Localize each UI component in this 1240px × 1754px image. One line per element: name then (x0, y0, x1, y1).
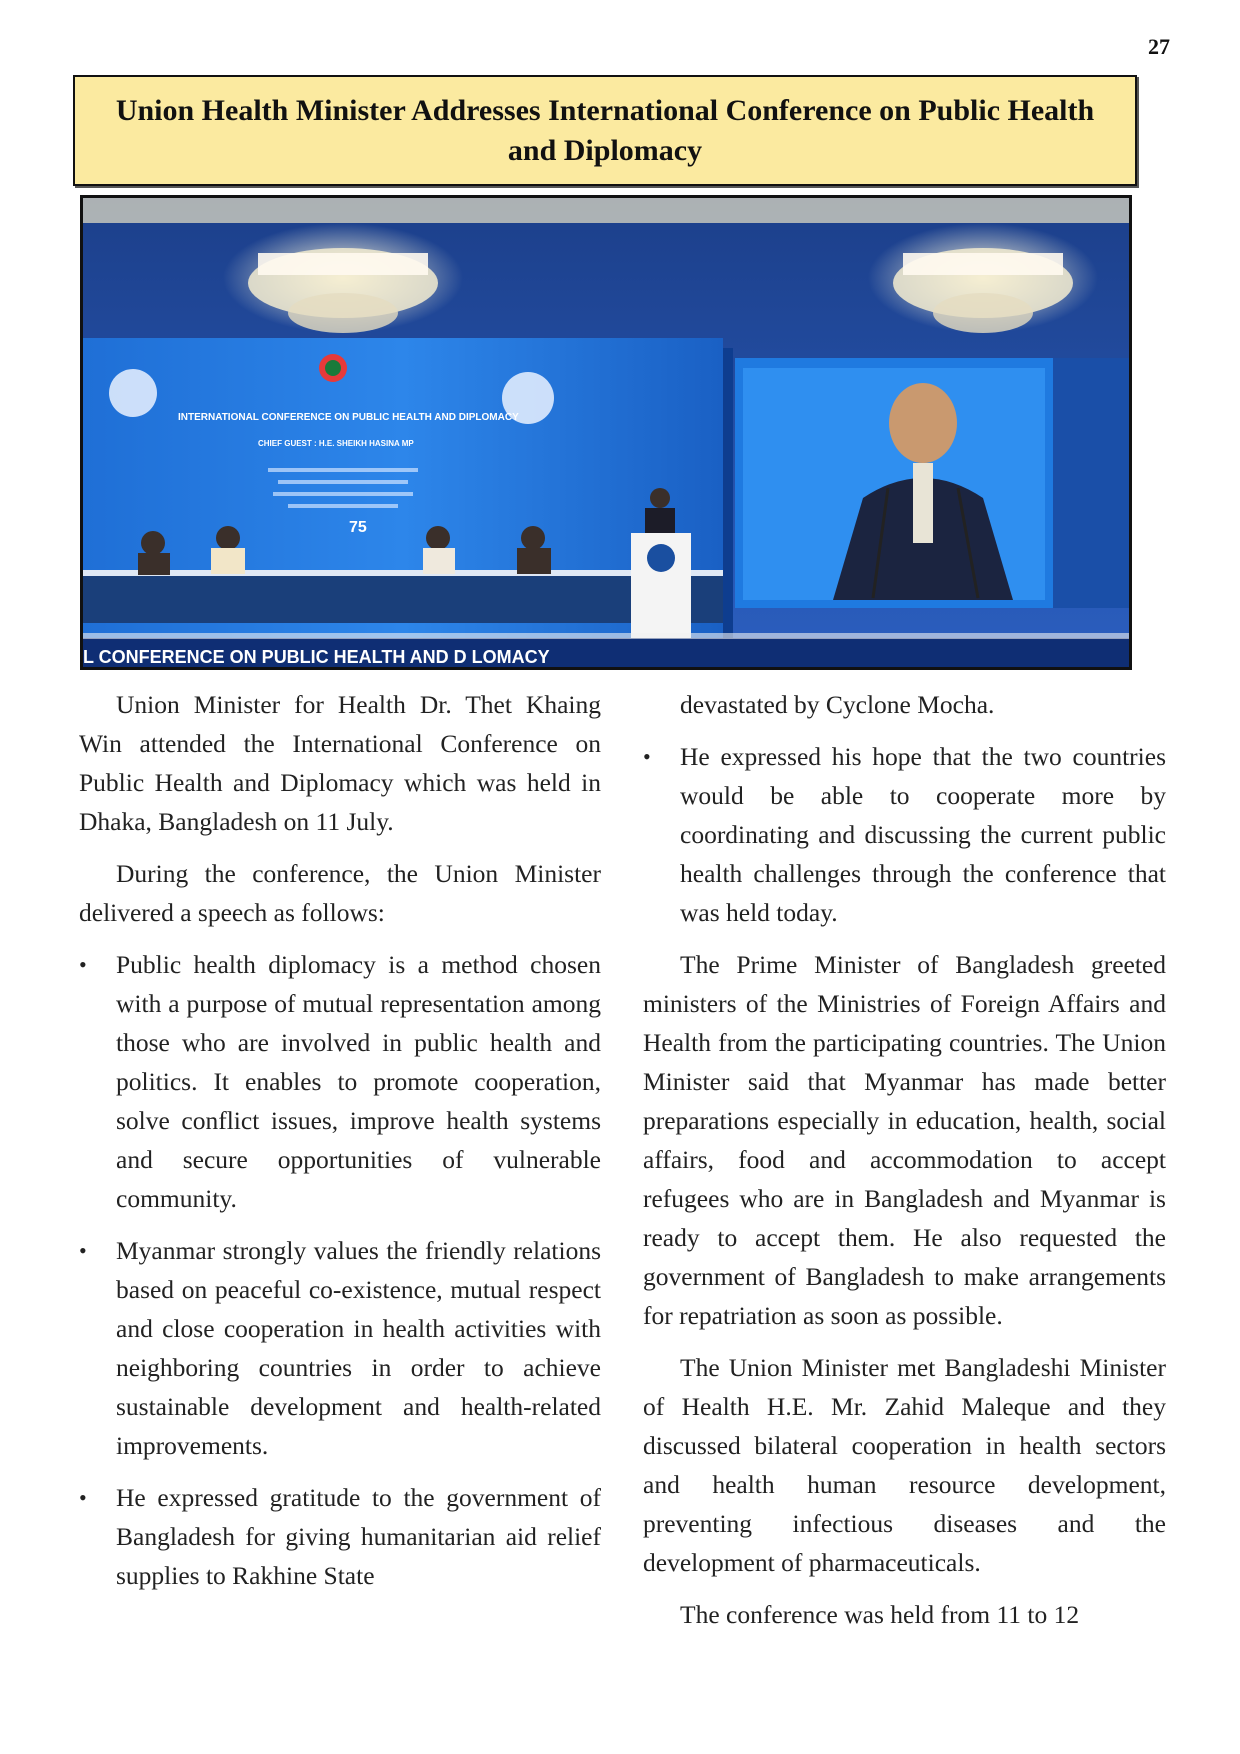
right-column (643, 685, 1166, 1647)
bullet-continuation: devastated by Cyclone Mocha. (680, 690, 995, 719)
left-column (79, 685, 601, 1608)
article-title-box (73, 75, 1137, 186)
list-item: • Public health diplomacy is a method chosen with a purpose of mutual representation among those who are involved in public health and politics. It enables to promote cooperation, solve conflict issues, improve health systems and secure opportunities of vulnerable community. (79, 945, 601, 1218)
bottom-banner-text: L CONFERENCE ON PUBLIC HEALTH AND D LOMACY (83, 647, 550, 667)
banner-headline: INTERNATIONAL CONFERENCE ON PUBLIC HEALTH AND DIPLOMACY (178, 412, 519, 423)
list-item: • He expressed his hope that the two countries would be able to cooperate more by coordinating and discussing the current public health challenges through the conference that was held today. (643, 737, 1166, 932)
list-item: • Myanmar strongly values the friendly relations based on peaceful co-existence, mutual respect and close cooperation in health activities with neighboring countries in order to achieve sustainable development and health-related improvements. (79, 1231, 601, 1465)
chandelier-left (223, 223, 463, 333)
intro-paragraph: Union Minister for Health Dr. Thet Khaing Win attended the International Conference on Public Health and Diplomacy which was held in Dhaka, Bangladesh on 11 July. (79, 690, 601, 836)
speech-bullet-list (79, 945, 601, 1595)
list-item: • He expressed gratitude to the government of Bangladesh for giving humanitarian aid relief supplies to Rakhine State (79, 1478, 601, 1595)
chandelier-right (868, 223, 1098, 333)
banner-chief-guest: CHIEF GUEST : H.E. SHEIKH HASINA MP (258, 439, 414, 448)
prime-minister-paragraph: The Prime Minister of Bangladesh greeted ministers of the Ministries of Foreign Affairs and Health from the participating countries. The Union Minister said that Myanmar has made better preparations especially in education, health, social affairs, food and accommodation to accept refugees who are in Bangladesh and Myanmar is ready to accept them. He also requested the government of Bangladesh to make arrangements for repatriation as soon as possible. (643, 950, 1166, 1330)
bilateral-meeting-paragraph: The Union Minister met Bangladeshi Minister of Health H.E. Mr. Zahid Maleque and they discussed bilateral cooperation in health sectors and health human resource development, preventing infectious diseases and the development of pharmaceuticals. (643, 1353, 1166, 1577)
banner-badge: 75 (349, 519, 367, 536)
page-number: 27 (1148, 34, 1170, 59)
speech-bullet-list-continued (643, 737, 1166, 932)
speech-intro-paragraph: During the conference, the Union Minister delivered a speech as follows: (79, 859, 601, 927)
conference-photo (80, 195, 1132, 670)
article-title: Union Health Minister Addresses International Conference on Public Health and Diplomacy (115, 93, 1095, 167)
conference-dates-paragraph: The conference was held from 11 to 12 (680, 1600, 1080, 1629)
